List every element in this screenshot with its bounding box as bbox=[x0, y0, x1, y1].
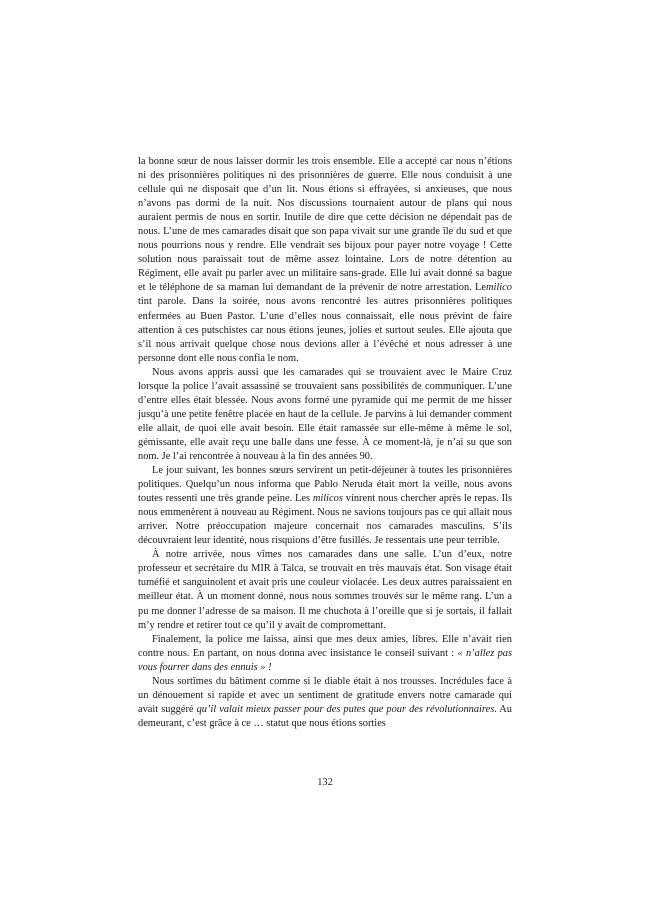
text-run: À notre arrivée, nous vîmes nos camarades dans une salle. L’un d’eux, notre professeur et secrétaire du MIR à Talca, se trouvait en très mauvais état. Son visage était tuméfié et sanguinolent et avait pris une couleur violacée. Les deux autres paraissaient en meilleur état. À un moment donné, nous nous sommes trouvés sur le même rang. L’un a pu me donner l’adresse de sa maison. Il me chuchota à l’oreille que si je sortais, il fallait m’y rendre et retirer tout ce qu’il y avait de compromettant. bbox=[138, 549, 512, 631]
page-body bbox=[138, 155, 512, 731]
paragraph-4 bbox=[138, 548, 512, 632]
paragraph-1 bbox=[138, 155, 512, 366]
paragraph-5 bbox=[138, 633, 512, 675]
text-run: vinrent nous chercher après le repas. Ils nous emmenèrent à nouveau au Régiment. Nous ne savions toujours pas ce qui allait nous arriver. Notre préoccupation majeure concernait nos camarades masculins. S’ils découvraient leur identité, nous risquions d’être fusillés. Je ressentais une peur terrible. bbox=[138, 493, 512, 547]
text-run: tint parole. Dans la soirée, nous avons rencontré les autres prisonnières politiques enfermées au Buen Pastor. L’une d’elles nous connaissait, elle nous prévint de faire attention à ces putschistes car nous étions jeunes, jolies et surtout seules. Elle ajouta que s’il nous arrivait quelque chose nous devions aller à l’évêché et nous adresser à une personne dont elle nous confia le nom. bbox=[138, 296, 512, 364]
italic-run: milico bbox=[486, 282, 512, 294]
text-run: Nous sortîmes du bâtiment comme si le diable était à nos trousses. Incrédules face à un dénouement si rapide et avec un sentiment de gratitude envers notre camarade qui avait suggéré bbox=[138, 675, 512, 715]
paragraph-3 bbox=[138, 464, 512, 548]
paragraph-6 bbox=[138, 675, 512, 731]
italic-run: qu’il valait mieux passer pour des putes que pour des révolutionnaires bbox=[196, 703, 495, 715]
text-run: . Au demeurant, c’est grâce à ce … statut que nous étions sorties bbox=[138, 703, 512, 729]
italic-run: « n’allez pas vous fourrer dans des ennuis » ! bbox=[138, 647, 512, 673]
text-run: Le jour suivant, les bonnes sœurs servirent un petit-déjeuner à toutes les prisonnières politiques. Quelqu’un nous informa que Pablo Neruda était mort la veille, nous avons toutes ressenti une très grande peine. Les bbox=[138, 465, 512, 505]
text-run: Finalement, la police me laissa, ainsi que mes deux amies, libres. Elle n’avait rien contre nous. En partant, on nous donna avec insistance le conseil suivant : bbox=[138, 633, 512, 659]
italic-run: milicos bbox=[312, 493, 343, 505]
paragraph-2 bbox=[138, 366, 512, 464]
page-number: 132 bbox=[317, 777, 333, 788]
text-run: la bonne sœur de nous laisser dormir les trois ensemble. Elle a accepté car nous n’étions ni des prisonnières politiques ni des prisonnières de guerre. Elle nous conduisit à une cellule qui ne disposait que d’un lit. Nous étions si effrayées, si anxieuses, que nous n’avons pas dormi de la nuit. Nos discussions tournaient autour de plans qui nous auraient permis de nous en sortir. Inutile de dire que cette décision ne dépendait pas de nous. L’une de mes camarades disait que son papa vivait sur une grande île du sud et que nous pourrions nous y rendre. Elle vendrait ses bijoux pour payer notre voyage ! Cette solution nous paraissait tout de même assez lointaine. Lors de notre détention au Régiment, elle avait pu parler avec un militaire sans-grade. Elle lui avait donné sa bague et le téléphone de sa maman lui demandant de la prévenir de notre arrestation. Le bbox=[138, 156, 512, 294]
text-run: Nous avons appris aussi que les camarades qui se trouvaient avec le Maire Cruz lorsque la police l’avait assassiné se trouvaient sans possibilités de communiquer. L’une d’entre elles était blessée. Nous avons formé une pyramide qui me permit de me hisser jusqu’à une petite fenêtre placée en haut de la cellule. Je parvins à lui demander comment elle allait, de quoi elle avait besoin. Elle était ramassée sur elle-même à même le sol, gémissante, elle avait reçu une balle dans une fesse. À ce moment-là, je n’ai su que son nom. Je l’ai rencontrée à nouveau à la fin des années 90. bbox=[138, 366, 512, 462]
